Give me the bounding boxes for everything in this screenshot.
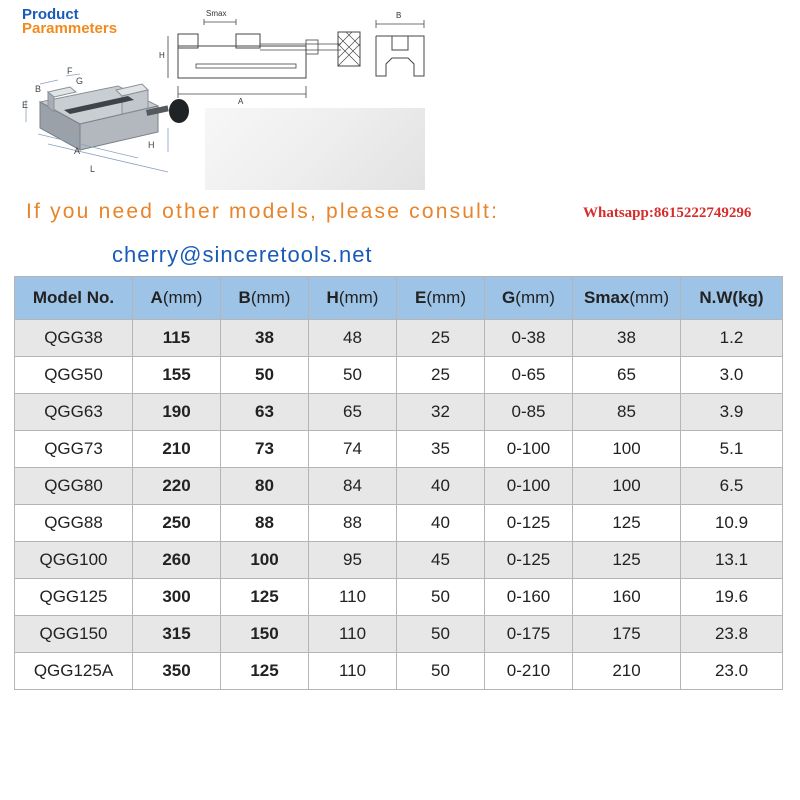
table-cell: 19.6 bbox=[681, 579, 783, 616]
table-cell: 63 bbox=[221, 394, 309, 431]
table-cell: 50 bbox=[397, 579, 485, 616]
table-cell: 3.9 bbox=[681, 394, 783, 431]
title-parameters: Parammeters bbox=[22, 20, 118, 37]
table-cell: 40 bbox=[397, 505, 485, 542]
table-cell: 260 bbox=[133, 542, 221, 579]
header-cell bbox=[397, 277, 485, 320]
table-cell: 73 bbox=[221, 431, 309, 468]
iso-label-f: F bbox=[67, 66, 73, 76]
header-name: G bbox=[502, 288, 516, 307]
table-cell: 155 bbox=[133, 357, 221, 394]
table-cell: 115 bbox=[133, 320, 221, 357]
table-cell: 13.1 bbox=[681, 542, 783, 579]
header-unit: (mm) bbox=[338, 288, 379, 307]
table-cell: 88 bbox=[221, 505, 309, 542]
header-name: Model No. bbox=[32, 288, 115, 307]
iso-label-b: B bbox=[35, 84, 42, 94]
table-cell: QGG38 bbox=[15, 320, 133, 357]
table-cell: 5.1 bbox=[681, 431, 783, 468]
table-row bbox=[15, 505, 783, 542]
table-cell: 45 bbox=[397, 542, 485, 579]
header-unit: (mm) bbox=[629, 288, 670, 307]
table-cell: 0-85 bbox=[485, 394, 573, 431]
table-cell: 110 bbox=[309, 579, 397, 616]
table-cell: 38 bbox=[573, 320, 681, 357]
iso-label-e: E bbox=[22, 100, 29, 110]
table-cell: 0-210 bbox=[485, 653, 573, 690]
table-cell: 350 bbox=[133, 653, 221, 690]
table-cell: 190 bbox=[133, 394, 221, 431]
table-cell: 25 bbox=[397, 320, 485, 357]
table-cell: 50 bbox=[397, 616, 485, 653]
table-cell: QGG73 bbox=[15, 431, 133, 468]
table-cell: QGG100 bbox=[15, 542, 133, 579]
header-unit: (mm) bbox=[426, 288, 466, 307]
table-row bbox=[15, 653, 783, 690]
table-cell: 0-125 bbox=[485, 505, 573, 542]
table-cell: 25 bbox=[397, 357, 485, 394]
header-cell bbox=[15, 277, 133, 320]
table-cell: 35 bbox=[397, 431, 485, 468]
table-cell: 40 bbox=[397, 468, 485, 505]
table-cell: 0-65 bbox=[485, 357, 573, 394]
table-cell: 50 bbox=[397, 653, 485, 690]
table-cell: 125 bbox=[221, 653, 309, 690]
table-body bbox=[15, 320, 783, 690]
table-cell: 3.0 bbox=[681, 357, 783, 394]
table-cell: 50 bbox=[221, 357, 309, 394]
table-cell: 300 bbox=[133, 579, 221, 616]
table-cell: 0-38 bbox=[485, 320, 573, 357]
table-cell: 23.8 bbox=[681, 616, 783, 653]
vise-front-drawing bbox=[156, 6, 376, 106]
header-cell bbox=[309, 277, 397, 320]
vise-side-drawing bbox=[370, 6, 430, 86]
iso-label-g: G bbox=[76, 76, 84, 86]
iso-label-h: H bbox=[148, 140, 155, 150]
dim-b-label: B bbox=[396, 11, 402, 20]
table-row bbox=[15, 394, 783, 431]
table-cell: 10.9 bbox=[681, 505, 783, 542]
consult-text: If you need other models, please consult: bbox=[26, 200, 500, 223]
table-cell: QGG63 bbox=[15, 394, 133, 431]
header-unit: (mm) bbox=[515, 288, 555, 307]
table-header-row bbox=[15, 277, 783, 320]
header-name: B bbox=[238, 288, 251, 307]
table-cell: 85 bbox=[573, 394, 681, 431]
header-cell bbox=[681, 277, 783, 320]
dim-smax-label: Smax bbox=[206, 9, 227, 18]
table-cell: 32 bbox=[397, 394, 485, 431]
table-cell: 38 bbox=[221, 320, 309, 357]
whatsapp-contact: Whatsapp:8615222749296 bbox=[583, 205, 752, 221]
table-cell: 110 bbox=[309, 653, 397, 690]
table-cell: QGG125A bbox=[15, 653, 133, 690]
table-cell: QGG50 bbox=[15, 357, 133, 394]
table-cell: 210 bbox=[573, 653, 681, 690]
table-cell: 100 bbox=[573, 431, 681, 468]
table-cell: 220 bbox=[133, 468, 221, 505]
table-cell: 88 bbox=[309, 505, 397, 542]
table-cell: 0-175 bbox=[485, 616, 573, 653]
header-cell bbox=[221, 277, 309, 320]
table-cell: 250 bbox=[133, 505, 221, 542]
table-cell: 95 bbox=[309, 542, 397, 579]
table-cell: 80 bbox=[221, 468, 309, 505]
header-name: H bbox=[326, 288, 339, 307]
title-product: Product bbox=[22, 6, 79, 23]
header-name: A bbox=[150, 288, 163, 307]
table-cell: 65 bbox=[573, 357, 681, 394]
table-cell: 1.2 bbox=[681, 320, 783, 357]
table-cell: 50 bbox=[309, 357, 397, 394]
table-cell: QGG80 bbox=[15, 468, 133, 505]
table-cell: 23.0 bbox=[681, 653, 783, 690]
header-cell bbox=[133, 277, 221, 320]
table-cell: 0-100 bbox=[485, 468, 573, 505]
table-cell: 100 bbox=[221, 542, 309, 579]
table-cell: 0-125 bbox=[485, 542, 573, 579]
dim-a-label: A bbox=[238, 97, 244, 106]
product-photo-placeholder bbox=[205, 108, 425, 190]
table-cell: 150 bbox=[221, 616, 309, 653]
table-cell: 125 bbox=[573, 542, 681, 579]
email-contact: cherry@sinceretools.net bbox=[112, 242, 373, 267]
table-row bbox=[15, 579, 783, 616]
table-cell: 175 bbox=[573, 616, 681, 653]
table-cell: 100 bbox=[573, 468, 681, 505]
table-cell: QGG150 bbox=[15, 616, 133, 653]
table-cell: 160 bbox=[573, 579, 681, 616]
table-cell: 110 bbox=[309, 616, 397, 653]
header-name: N.W(kg) bbox=[699, 288, 764, 307]
table-cell: 48 bbox=[309, 320, 397, 357]
table-cell: 74 bbox=[309, 431, 397, 468]
iso-label-a: A bbox=[74, 146, 81, 156]
table-cell: 0-100 bbox=[485, 431, 573, 468]
table-cell: 65 bbox=[309, 394, 397, 431]
header-name: Smax bbox=[583, 288, 630, 307]
table-row bbox=[15, 431, 783, 468]
table-row bbox=[15, 616, 783, 653]
table-row bbox=[15, 320, 783, 357]
table-cell: QGG88 bbox=[15, 505, 133, 542]
table-cell: 125 bbox=[573, 505, 681, 542]
table-cell: 6.5 bbox=[681, 468, 783, 505]
table-cell: 0-160 bbox=[485, 579, 573, 616]
table-cell: 84 bbox=[309, 468, 397, 505]
table-cell: QGG125 bbox=[15, 579, 133, 616]
table-cell: 125 bbox=[221, 579, 309, 616]
header-cell bbox=[573, 277, 681, 320]
header-unit: (mm) bbox=[250, 288, 291, 307]
header-cell bbox=[485, 277, 573, 320]
header-unit: (mm) bbox=[162, 288, 203, 307]
iso-label-l: L bbox=[90, 164, 96, 174]
table-row bbox=[15, 357, 783, 394]
header-name: E bbox=[415, 288, 427, 307]
table-row bbox=[15, 542, 783, 579]
dim-h-label: H bbox=[159, 51, 165, 60]
table-cell: 315 bbox=[133, 616, 221, 653]
table-row bbox=[15, 468, 783, 505]
table-cell: 210 bbox=[133, 431, 221, 468]
spec-table bbox=[14, 276, 783, 690]
